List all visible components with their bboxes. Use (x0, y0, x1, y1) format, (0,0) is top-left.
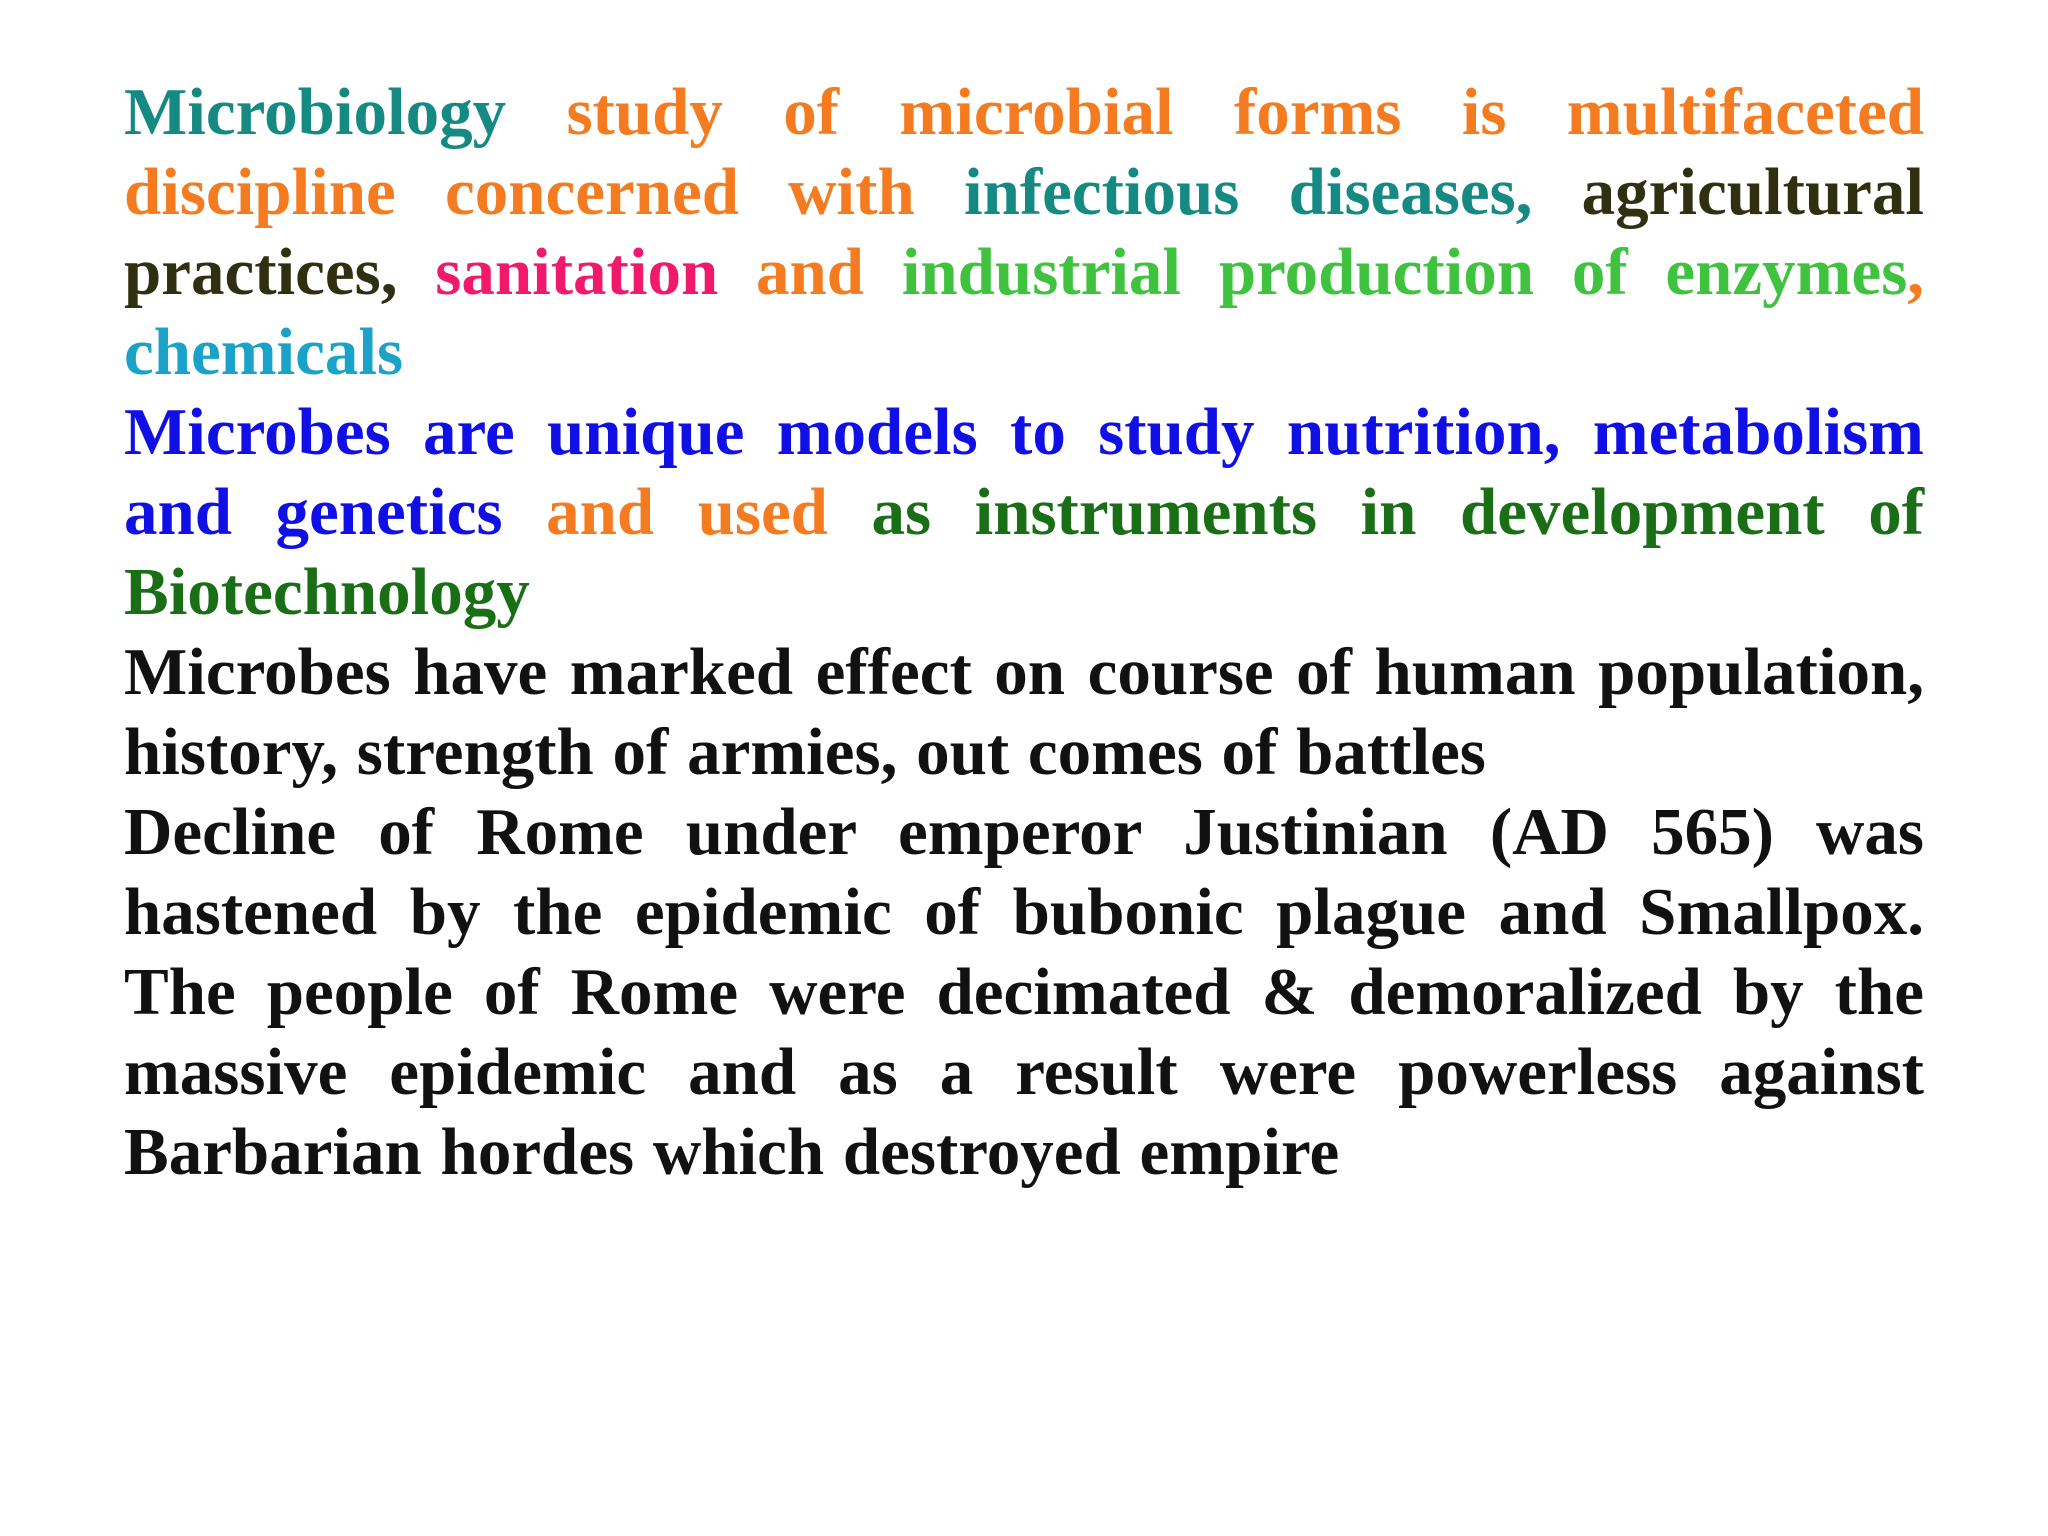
paragraph-microbiology-definition (124, 72, 1924, 392)
paragraph-decline-of-rome: Decline of Rome under emperor Justinian (AD 565) was hastened by the epidemic of bubonic plague and Smallpox. The people of Rome were decimated & demoralized by the massive epidemic and as a result were powerless against Barbarian hordes which destroyed empire (124, 795, 1924, 1189)
topic-industrial-production: industrial production of enzymes (901, 235, 1908, 309)
conjunction-and: and (755, 235, 865, 309)
topic-chemicals: chemicals (124, 315, 404, 389)
microbes-models-text: Microbes are unique models to study nutrition, metabolism and genetics (124, 395, 1924, 549)
definition-text: study of microbial forms is multifaceted discipline concerned with (124, 75, 1924, 229)
term-microbiology: Microbiology (124, 75, 507, 149)
topic-sanitation: sanitation (435, 235, 719, 309)
and-used-text: and used (546, 475, 828, 549)
comma-separator: , (1907, 235, 1925, 309)
biotechnology-text: as instruments in development of Biotechnology (124, 475, 1925, 629)
slide-content (124, 72, 1924, 1192)
topic-infectious-diseases: infectious diseases, (963, 155, 1533, 229)
topic-agricultural-practices: agricultural practices, (124, 155, 1925, 309)
paragraph-microbes-models (124, 392, 1924, 632)
paragraph-microbes-effect: Microbes have marked effect on course of human population, history, strength of armies, out comes of battles (124, 635, 1924, 789)
